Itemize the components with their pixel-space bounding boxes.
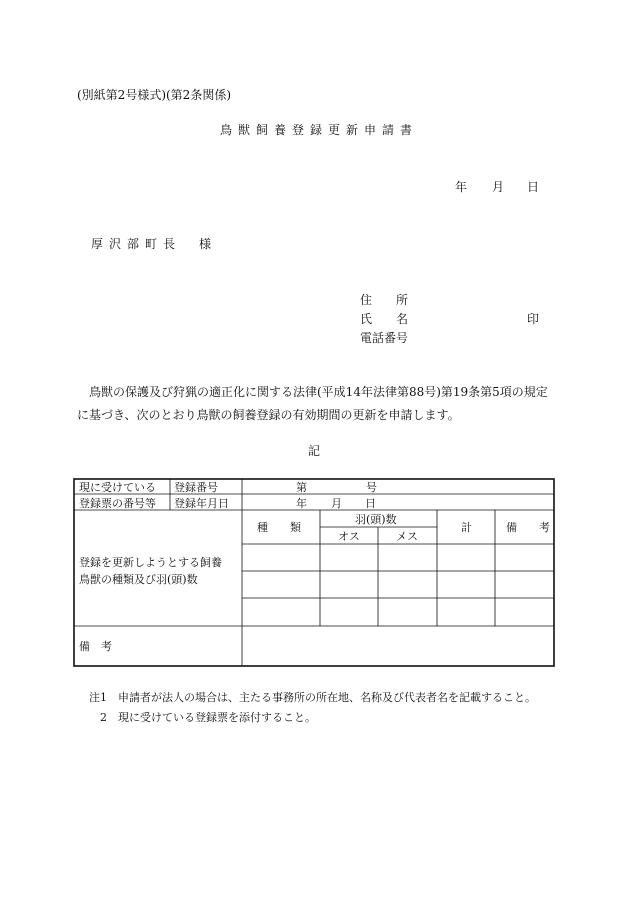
seal-mark: 印 xyxy=(527,312,540,326)
date-day: 日 xyxy=(527,180,540,194)
date-year: 年 xyxy=(455,180,468,194)
renewal-species-label-line1: 登録を更新しようとする飼養 xyxy=(79,556,222,569)
remarks-col-header: 備 考 xyxy=(506,521,550,534)
total-header: 計 xyxy=(461,521,472,534)
reg-date-year: 年 xyxy=(296,497,307,510)
reg-number-label: 登録番号 xyxy=(174,481,218,494)
name-label: 氏 名 xyxy=(360,312,409,326)
addressee: 厚沢部町長 様 xyxy=(91,237,218,251)
date-month: 月 xyxy=(492,180,505,194)
current-card-label-line2: 登録票の番号等 xyxy=(79,497,156,510)
body-text: 鳥獣の保護及び狩猟の適正化に関する法律(平成14年法律第88号)第19条第5項の規定に基づき、次のとおり鳥獣の飼養登録の有効期間の更新を申請します。 xyxy=(77,385,548,422)
male-header: オス xyxy=(338,530,360,543)
current-card-label-line1: 現に受けている xyxy=(79,481,156,494)
reg-date-month: 月 xyxy=(331,497,342,510)
document-title: 鳥獣飼養登録更新申請書 xyxy=(220,123,419,137)
note-2-text: 現に受けている登録票を添付すること。 xyxy=(118,711,316,724)
phone-label: 電話番号 xyxy=(360,331,409,345)
form-label: (別紙第2号様式)(第2条関係) xyxy=(77,88,231,102)
female-header: メス xyxy=(396,530,418,543)
reg-date-day: 日 xyxy=(365,497,376,510)
remarks-row-label: 備 考 xyxy=(79,640,112,653)
reg-number-suffix: 号 xyxy=(366,481,377,494)
ki-label: 記 xyxy=(308,444,321,458)
note-1-number: 注1 xyxy=(89,691,107,704)
reg-date-label: 登録年月日 xyxy=(174,497,229,510)
reg-number-prefix: 第 xyxy=(296,481,307,494)
address-label: 住 所 xyxy=(360,293,409,307)
species-header: 種 類 xyxy=(257,521,301,534)
note-1-text: 申請者が法人の場合は、主たる事務所の所在地、名称及び代表者名を記載すること。 xyxy=(118,691,536,704)
renewal-species-label-line2: 鳥獣の種類及び羽(頭)数 xyxy=(79,573,198,586)
count-header: 羽(頭)数 xyxy=(355,513,397,526)
note-2-number: 2 xyxy=(100,711,107,724)
